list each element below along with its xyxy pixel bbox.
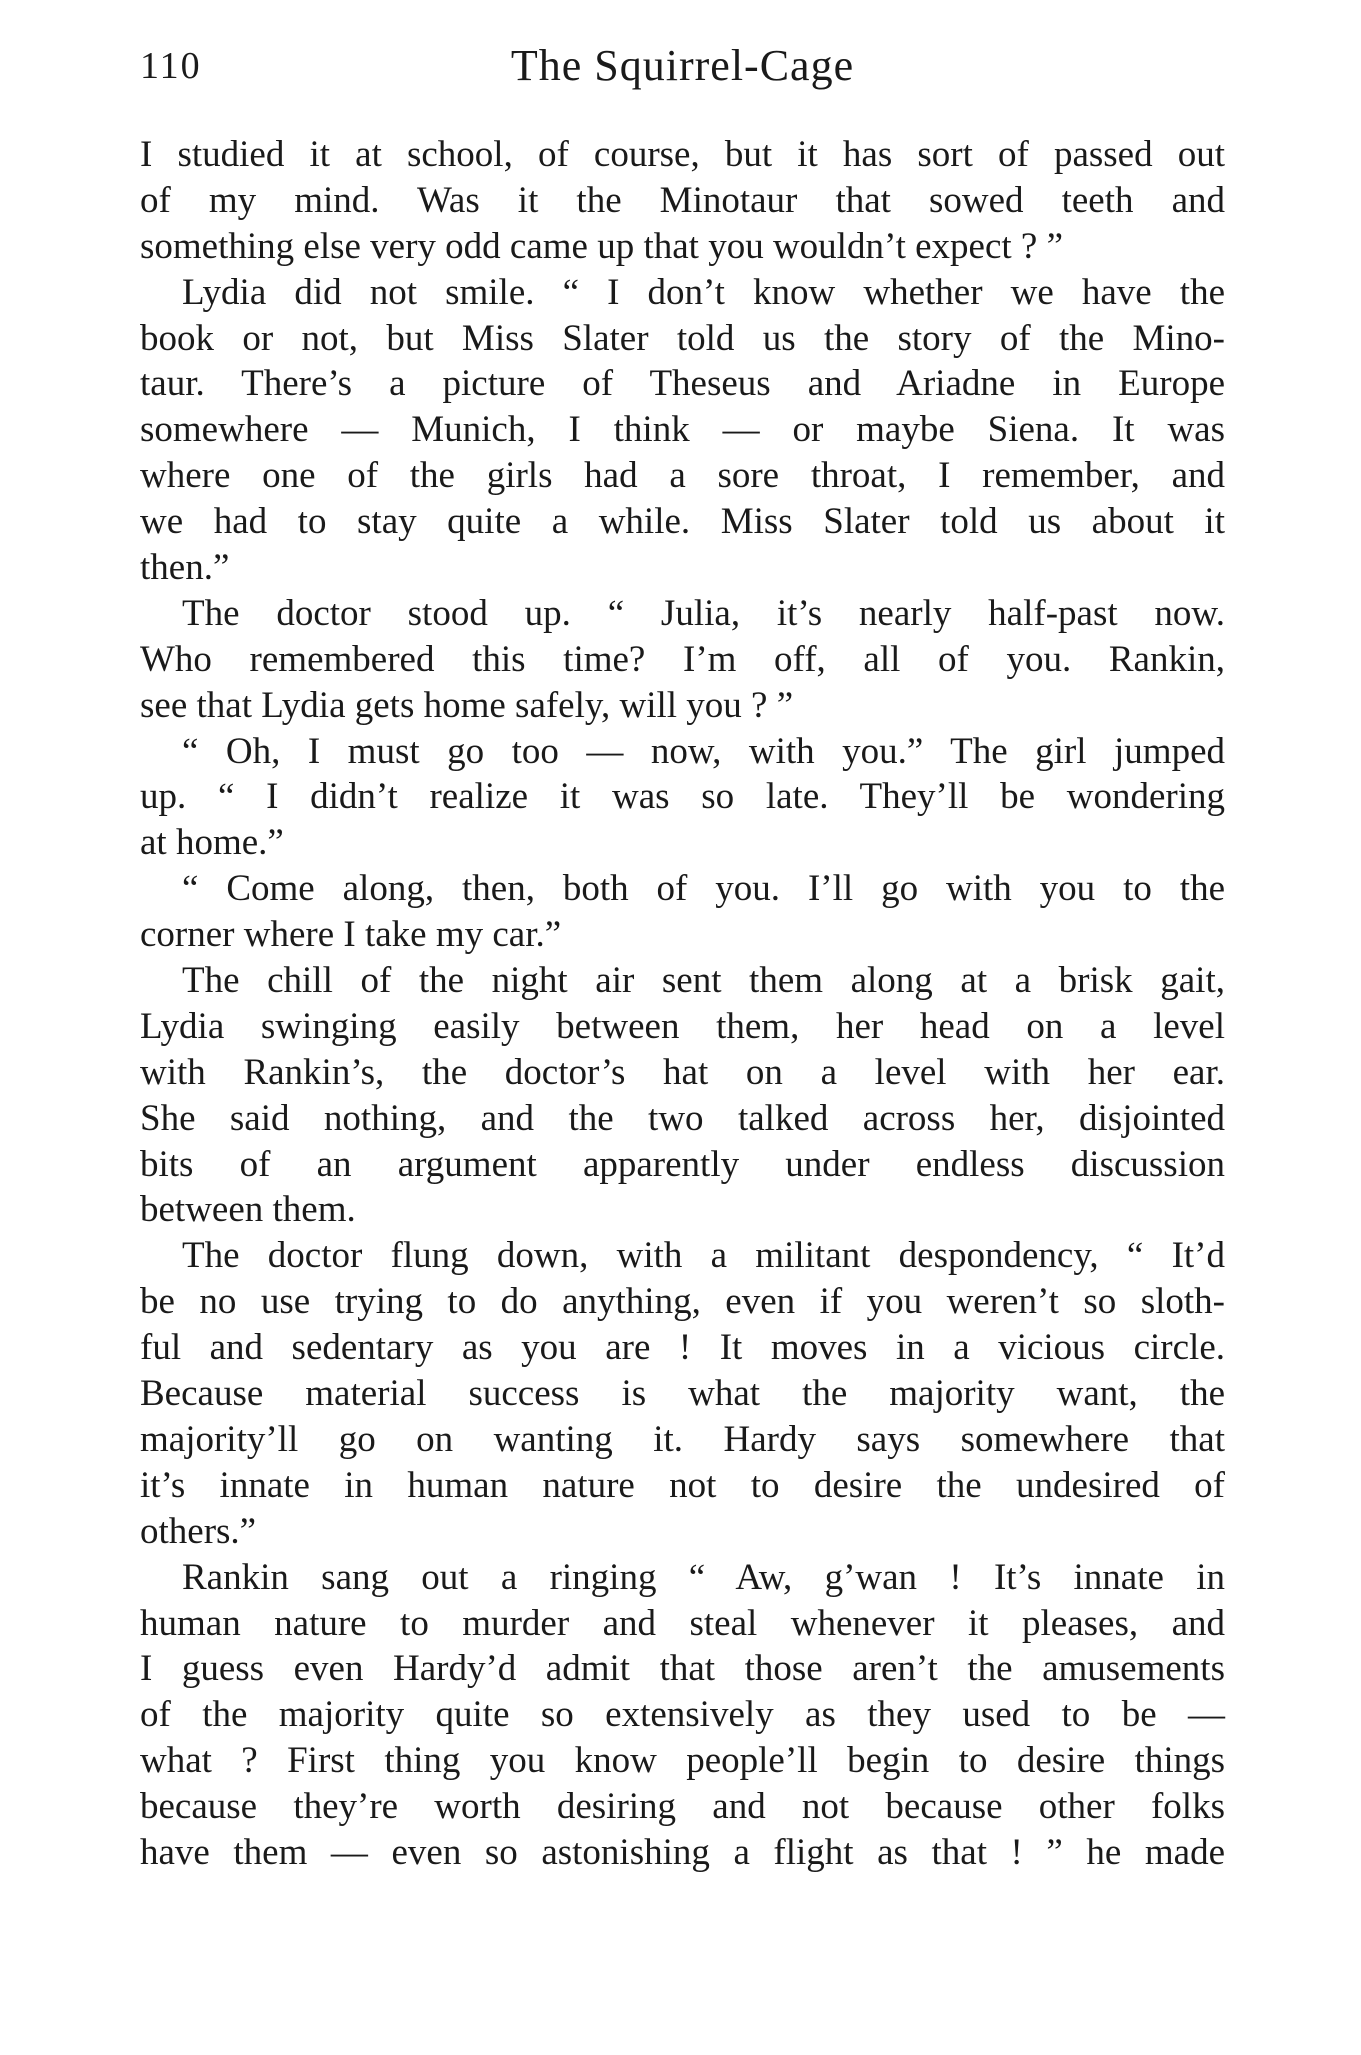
page-number: 110 bbox=[140, 45, 202, 87]
text-line: we had to stay quite a while. Miss Slater told us about it bbox=[140, 501, 1225, 543]
text-line: The doctor flung down, with a militant despondency, “ It’d bbox=[182, 1235, 1225, 1277]
paragraph bbox=[140, 1233, 1225, 1554]
text-line: what ? First thing you know people’ll begin to desire things bbox=[140, 1740, 1225, 1782]
body-text bbox=[140, 132, 1225, 1876]
paragraph bbox=[140, 132, 1225, 270]
text-line: up. “ I didn’t realize it was so late. They’ll be wondering bbox=[140, 776, 1225, 818]
text-line: see that Lydia gets home safely, will you ? ” bbox=[140, 684, 794, 726]
text-line: I studied it at school, of course, but it has sort of passed out bbox=[140, 134, 1225, 175]
paragraph bbox=[140, 270, 1225, 591]
text-line: I guess even Hardy’d admit that those aren’t the amusements bbox=[140, 1648, 1225, 1690]
text-line: others.” bbox=[140, 1510, 257, 1552]
paragraph bbox=[140, 591, 1225, 729]
page-header bbox=[140, 40, 1225, 90]
text-line: because they’re worth desiring and not because other folks bbox=[140, 1786, 1225, 1828]
text-line: ful and sedentary as you are ! It moves in a vicious circle. bbox=[140, 1327, 1225, 1369]
text-line: majority’ll go on wanting it. Hardy says somewhere that bbox=[140, 1418, 1225, 1460]
text-line: between them. bbox=[140, 1189, 356, 1231]
text-line: taur. There’s a picture of Theseus and Ariadne in Europe bbox=[140, 363, 1225, 405]
text-line: “ Oh, I must go too — now, with you.” The girl jumped bbox=[182, 730, 1225, 772]
text-line: bits of an argument apparently under endless discussion bbox=[140, 1143, 1225, 1185]
paragraph bbox=[140, 1555, 1225, 1876]
running-title: The Squirrel-Cage bbox=[510, 41, 855, 90]
text-line: Rankin sang out a ringing “ Aw, g’wan ! It’s innate in bbox=[182, 1556, 1225, 1598]
text-line: of the majority quite so extensively as they used to be — bbox=[140, 1694, 1225, 1736]
paragraph bbox=[140, 958, 1225, 1233]
text-line: it’s innate in human nature not to desire the undesired of bbox=[140, 1464, 1225, 1506]
text-line: where one of the girls had a sore throat, I remember, and bbox=[140, 455, 1225, 497]
paragraph bbox=[140, 866, 1225, 958]
text-line: then.” bbox=[140, 547, 230, 589]
text-line: Who remembered this time? I’m off, all of you. Rankin, bbox=[140, 638, 1225, 680]
text-line: Lydia did not smile. “ I don’t know whether we have the bbox=[182, 271, 1225, 313]
text-line: “ Come along, then, both of you. I’ll go with you to the bbox=[182, 868, 1225, 910]
text-line: book or not, but Miss Slater told us the story of the Mino- bbox=[140, 317, 1225, 359]
text-line: The doctor stood up. “ Julia, it’s nearly half-past now. bbox=[182, 592, 1225, 634]
paragraph bbox=[140, 729, 1225, 867]
text-line: somewhere — Munich, I think — or maybe Siena. It was bbox=[140, 409, 1225, 451]
text-line: Because material success is what the majority want, the bbox=[140, 1373, 1225, 1415]
text-line: with Rankin’s, the doctor’s hat on a level with her ear. bbox=[140, 1051, 1225, 1093]
text-line: Lydia swinging easily between them, her head on a level bbox=[140, 1005, 1225, 1047]
text-line: something else very odd came up that you wouldn’t expect ? ” bbox=[140, 225, 1064, 267]
text-line: corner where I take my car.” bbox=[140, 914, 562, 956]
text-line: have them — even so astonishing a flight as that ! ” he made bbox=[140, 1831, 1225, 1873]
text-line: The chill of the night air sent them along at a brisk gait, bbox=[182, 960, 1225, 1002]
text-line: at home.” bbox=[140, 822, 284, 864]
text-line: She said nothing, and the two talked across her, disjointed bbox=[140, 1097, 1225, 1139]
text-line: be no use trying to do anything, even if you weren’t so sloth- bbox=[140, 1281, 1225, 1323]
text-line: human nature to murder and steal whenever it pleases, and bbox=[140, 1602, 1225, 1644]
text-line: of my mind. Was it the Minotaur that sowed teeth and bbox=[140, 179, 1225, 221]
